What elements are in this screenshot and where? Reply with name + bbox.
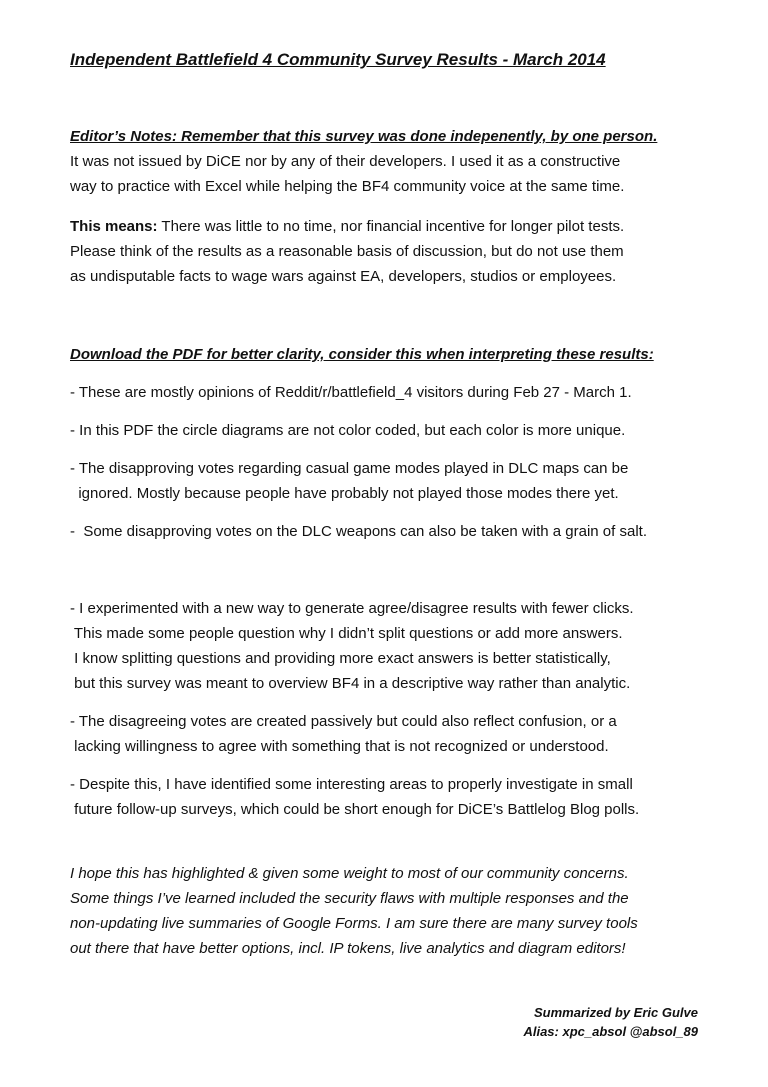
download-bullet: - These are mostly opinions of Reddit/r/battlefield_4 visitors during Feb 27 - March 1. — [70, 384, 632, 401]
method-bullet: - The disagreeing votes are created passively but could also reflect confusion, or a — [70, 713, 617, 730]
method-bullet-cont: future follow-up surveys, which could be short enough for DiCE’s Battlelog Blog polls. — [70, 801, 640, 818]
this-means-line: as undisputable facts to wage wars against EA, developers, studios or employees. — [70, 268, 617, 285]
method-bullet-cont: but this survey was meant to overview BF4 in a descriptive way rather than analytic. — [70, 675, 631, 692]
download-heading: Download the PDF for better clarity, consider this when interpreting these results: — [70, 346, 654, 363]
signature-name: Summarized by Eric Gulve — [533, 1005, 698, 1020]
this-means-label: This means: — [70, 218, 158, 235]
download-bullet: - In this PDF the circle diagrams are not color coded, but each color is more unique. — [70, 422, 626, 439]
this-means-text: There was little to no time, nor financial incentive for longer pilot tests. — [157, 218, 625, 235]
editors-notes-line: It was not issued by DiCE nor by any of their developers. I used it as a constructive — [70, 153, 621, 170]
closing-line: non-updating live summaries of Google Forms. I am sure there are many survey tools — [70, 915, 638, 932]
method-bullet: - I experimented with a new way to generate agree/disagree results with fewer clicks. — [70, 600, 634, 617]
download-bullet: - The disapproving votes regarding casual game modes played in DLC maps can be — [70, 460, 629, 477]
download-bullet-cont: ignored. Mostly because people have probably not played those modes there yet. — [70, 485, 619, 502]
page-title: Independent Battlefield 4 Community Survey Results - March 2014 — [70, 50, 606, 69]
closing-line: out there that have better options, incl. IP tokens, live analytics and diagram editors! — [70, 940, 626, 957]
closing-line: I hope this has highlighted & given some weight to most of our community concerns. — [70, 865, 629, 882]
method-bullet-cont: This made some people question why I didn’t split questions or add more answers. — [70, 625, 623, 642]
method-bullet-cont: lacking willingness to agree with something that is not recognized or understood. — [70, 738, 609, 755]
method-bullet-cont: I know splitting questions and providing more exact answers is better statistically, — [70, 650, 611, 667]
signature-alias: Alias: xpc_absol @absol_89 — [523, 1024, 698, 1039]
download-bullet: - Some disapproving votes on the DLC weapons can also be taken with a grain of salt. — [70, 523, 647, 540]
editors-notes-line: way to practice with Excel while helping the BF4 community voice at the same time. — [70, 178, 625, 195]
this-means-line — [70, 217, 624, 237]
closing-line: Some things I’ve learned included the security flaws with multiple responses and the — [70, 890, 629, 907]
this-means-line: Please think of the results as a reasonable basis of discussion, but do not use them — [70, 243, 624, 260]
editors-notes-heading: Editor’s Notes: Remember that this survey was done indepenently, by one person. — [70, 128, 658, 145]
method-bullet: - Despite this, I have identified some interesting areas to properly investigate in small — [70, 776, 633, 793]
